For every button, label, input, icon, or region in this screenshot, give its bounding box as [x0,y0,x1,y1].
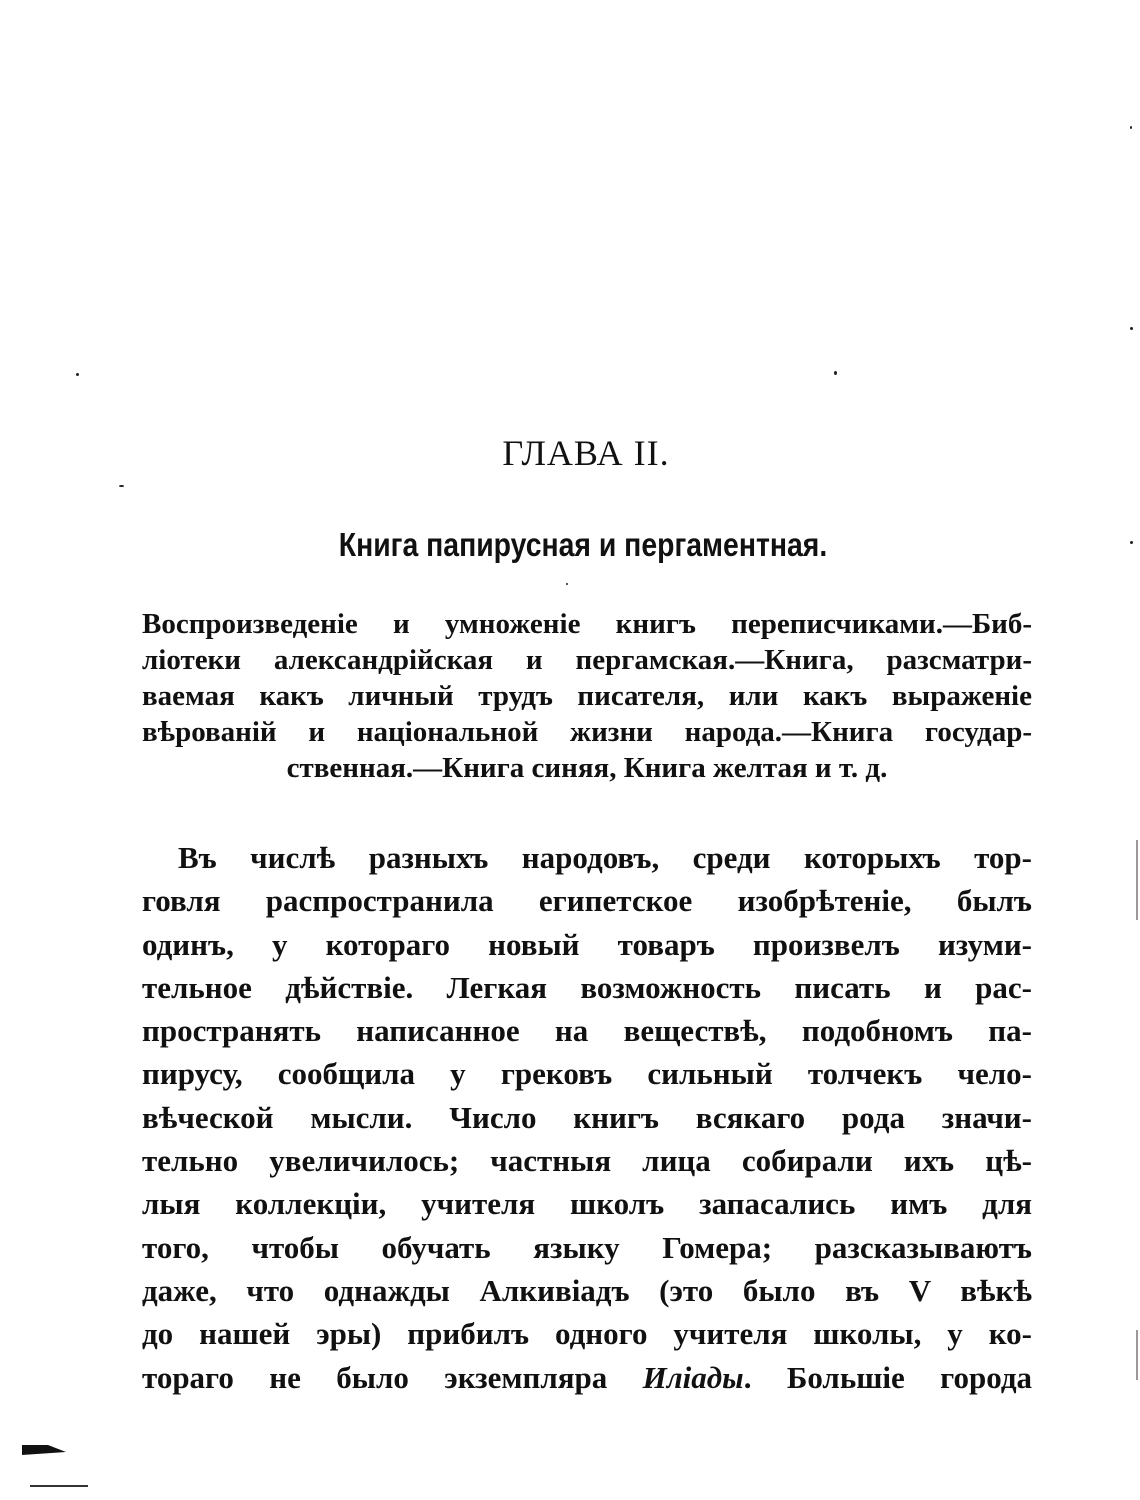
body-line-last-end: . Большіе города [743,1359,1032,1395]
scan-arrow-mark [22,1443,66,1457]
scan-speck [834,371,837,375]
body-line: тельное дѣйствіе. Легкая возможность писать и рас- [142,969,1032,1005]
body-line-last [142,1356,1032,1399]
body-line: даже, что однажды Алкивіадъ (это было въ V вѣкѣ [142,1272,1032,1308]
summary-line: ваемая какъ личный трудъ писателя, или какъ выраженіе [142,680,1032,712]
body-paragraph [142,836,1032,1399]
scan-speck [1130,126,1132,129]
summary-line: вѣрованій и національной жизни народа.—Книга государ- [142,716,1032,748]
body-line-last-start: тораго не было экземпляра [142,1359,643,1395]
scan-speck [76,373,79,376]
scan-speck [1130,541,1133,544]
scan-speck [119,485,124,487]
body-line: одинъ, у котораго новый товаръ произвелъ изуми- [142,926,1032,962]
chapter-summary [142,606,1032,786]
body-line: лыя коллекціи, учителя школъ запасались имъ для [142,1186,1032,1222]
scan-edge-mark [1136,840,1138,920]
chapter-title: Книга папирусная и пергаментная. [338,526,828,563]
body-line: тельно увеличилось; частныя лица собирали ихъ цѣ- [142,1143,1032,1179]
summary-line: ліотеки александрійская и пергамская.—Книга, разсматри- [142,644,1032,676]
scan-edge-mark [1136,1330,1138,1380]
body-line: Въ числѣ разныхъ народовъ, среди которыхъ тор- [178,840,1032,875]
scan-speck [566,583,568,585]
body-line: пирусу, сообщила у грековъ сильный толчекъ чело- [142,1056,1032,1092]
iliad-title: Иліады [642,1359,744,1395]
body-line: того, чтобы обучать языку Гомера; разсказываютъ [142,1229,1032,1265]
scan-speck [1130,327,1133,330]
chapter-heading: ГЛАВА II. [502,433,670,473]
body-line: говля распространила египетское изобрѣтеніе, былъ [142,883,1032,919]
summary-line: ственная.—Книга синяя, Книга желтая и т. д. [286,752,888,784]
body-line: вѣческой мысли. Число книгъ всякаго рода значи- [142,1099,1032,1135]
scan-rule [30,1485,88,1487]
body-line: до нашей эры) прибилъ одного учителя школы, у ко- [142,1316,1032,1352]
body-line: пространять написанное на веществѣ, подобномъ па- [142,1013,1032,1049]
summary-line: Воспроизведеніе и умноженіе книгъ переписчиками.—Биб- [142,608,1032,640]
